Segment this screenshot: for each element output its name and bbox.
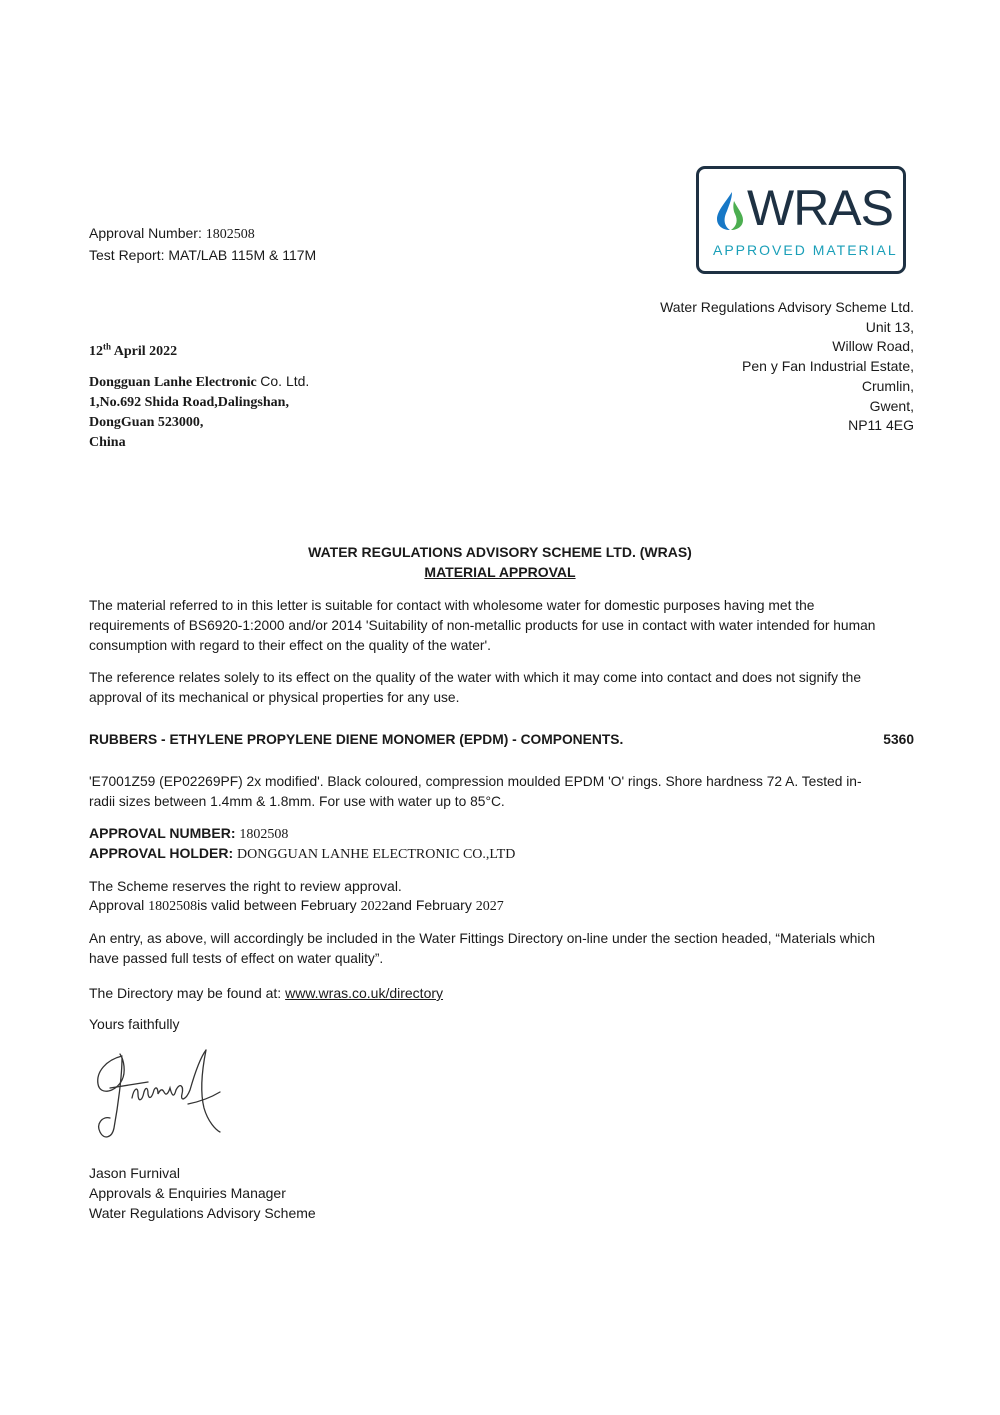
paragraph-line: requirements of BS6920-1:2000 and/or 2014 'Suitability of non-metallic products for use in contact with water intended for human xyxy=(89,618,876,633)
material-code: 5360 xyxy=(883,732,914,747)
directory-paragraph xyxy=(89,929,919,969)
signatory-role: Approvals & Enquiries Manager xyxy=(89,1185,286,1201)
test-report-label: Test Report: xyxy=(89,247,165,263)
sender-address-line: Gwent, xyxy=(869,397,914,414)
material-approval-heading: MATERIAL APPROVAL xyxy=(424,564,576,580)
approval-holder-label: APPROVAL HOLDER: xyxy=(89,845,234,861)
recipient-line-4: China xyxy=(89,435,126,450)
paragraph-line: consumption with regard to their effect on the quality of the water'. xyxy=(89,638,491,653)
validity-line xyxy=(89,895,504,917)
suitability-paragraph xyxy=(89,596,919,656)
material-description xyxy=(89,772,919,812)
sender-address-line: Pen y Fan Industrial Estate, xyxy=(742,358,914,375)
approval-number-label: APPROVAL NUMBER: xyxy=(89,825,236,841)
directory-link[interactable]: www.wras.co.uk/directory xyxy=(285,985,444,1001)
closing: Yours faithfully xyxy=(89,1016,180,1032)
approval-holder-row xyxy=(89,843,515,865)
recipient-line-1 xyxy=(89,371,309,393)
validity-prefix: Approval xyxy=(89,897,145,913)
sender-address-line: Crumlin, xyxy=(861,377,914,394)
approved-material-label: APPROVED MATERIAL xyxy=(713,242,898,258)
paragraph-line: have passed full tests of effect on water quality”. xyxy=(89,951,384,966)
letter-subtitle xyxy=(0,564,1000,580)
signature-text: Jason Furnival xyxy=(92,1046,99,1047)
paragraph-line: The material referred to in this letter is suitable for contact with wholesome water for domestic purposes having met the xyxy=(89,598,815,613)
paragraph-line: radii sizes between 1.4mm & 1.8mm. For use with water up to 85°C. xyxy=(89,794,505,809)
recipient-address xyxy=(89,371,309,453)
directory-location xyxy=(89,983,443,1003)
sender-address xyxy=(660,298,914,436)
sender-address-line: Water Regulations Advisory Scheme Ltd. xyxy=(660,299,914,315)
directory-prefix: The Directory may be found at: xyxy=(89,985,282,1001)
signatory-block xyxy=(89,1163,316,1223)
sender-address-line: Unit 13, xyxy=(865,318,914,335)
scope-paragraph xyxy=(89,668,919,708)
handwritten-signature xyxy=(92,1046,232,1142)
letter-date xyxy=(89,342,177,362)
signatory-name: Jason Furnival xyxy=(89,1165,181,1181)
validity-mid: is valid between February xyxy=(197,897,357,913)
water-drop-icon xyxy=(713,191,747,231)
sender-address-line: Willow Road, xyxy=(832,338,914,355)
paragraph-line: The reference relates solely to its effect on the quality of the water with which it may come into contact and does not signify the xyxy=(89,670,862,685)
material-title: RUBBERS - ETHYLENE PROPYLENE DIENE MONOMER (EPDM) - COMPONENTS. xyxy=(89,732,624,747)
validity-to-year: 2027 xyxy=(475,899,504,914)
review-notice: The Scheme reserves the right to review approval. xyxy=(89,878,402,894)
letter-title: WATER REGULATIONS ADVISORY SCHEME LTD. (WRAS) xyxy=(308,544,692,560)
approval-number-line xyxy=(89,223,255,245)
signatory-org: Water Regulations Advisory Scheme xyxy=(89,1205,316,1221)
approval-number-value: 1802508 xyxy=(205,227,255,242)
recipient-company: Dongguan Lanhe Electronic xyxy=(89,375,257,390)
recipient-line-3: DongGuan 523000, xyxy=(89,415,204,430)
paragraph-line: approval of its mechanical or physical properties for any use. xyxy=(89,690,460,705)
date-suffix: th xyxy=(103,341,112,352)
validity-and: and February xyxy=(388,897,472,913)
test-report-value: MAT/LAB 115M & 117M xyxy=(168,247,317,263)
paragraph-line: 'E7001Z59 (EP02269PF) 2x modified'. Black coloured, compression moulded EPDM 'O' rings. Shore hardness 72 A. Tested in- xyxy=(89,774,862,789)
paragraph-line: An entry, as above, will accordingly be included in the Water Fittings Directory on-line under the section headed, “Materials which xyxy=(89,931,876,946)
sender-address-line: NP11 4EG xyxy=(848,417,914,434)
approval-number-row xyxy=(89,823,288,845)
date-month-year: April 2022 xyxy=(113,344,178,359)
recipient-company-suffix: Co. Ltd. xyxy=(260,373,310,389)
approval-number-label: Approval Number: xyxy=(89,225,202,241)
validity-number: 1802508 xyxy=(148,899,198,914)
wras-logo xyxy=(696,166,906,274)
recipient-line-2: 1,No.692 Shida Road,Dalingshan, xyxy=(89,395,289,410)
validity-from-year: 2022 xyxy=(360,899,389,914)
approval-number-value: 1802508 xyxy=(239,827,289,842)
test-report-line xyxy=(89,245,316,265)
wras-wordmark: WRAS xyxy=(747,180,893,236)
approval-holder-value: DONGGUAN LANHE ELECTRONIC CO.,LTD xyxy=(237,847,516,862)
date-day: 12 xyxy=(89,344,103,359)
